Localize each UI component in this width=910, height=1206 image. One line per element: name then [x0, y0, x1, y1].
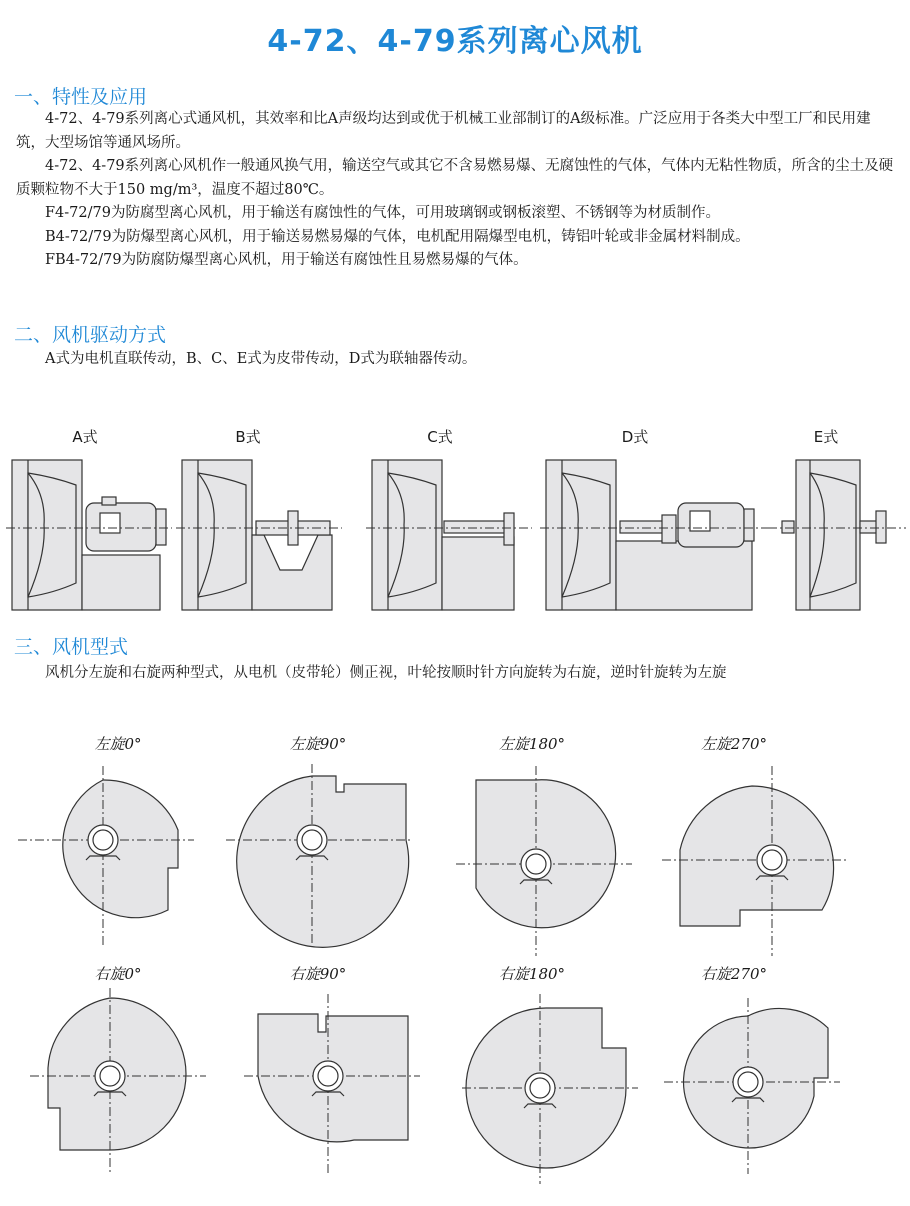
page-title: 4-72、4-79系列离心风机 — [267, 24, 643, 59]
section3-heading: 三、风机型式 — [14, 636, 129, 658]
drive-label-d: D式 — [621, 428, 649, 446]
rotation-label-left-90: 左旋90° — [289, 735, 347, 753]
housing-right-90 — [244, 990, 424, 1180]
section2-heading: 二、风机驱动方式 — [14, 324, 167, 346]
section2-text: A式为电机直联传动，B、C、E式为皮带传动，D式为联轴器传动。 — [45, 351, 477, 367]
drive-e-diagram — [768, 455, 908, 615]
rotation-label-right-270: 右旋270° — [700, 965, 768, 983]
housing-left-180 — [456, 760, 636, 960]
rotation-label-right-90: 右旋90° — [289, 965, 347, 983]
section1-paragraph: B4-72/79为防爆型离心风机，用于输送易燃易爆的气体，电机配用隔爆型电机，铸铝叶轮或非金属材料制成。 — [45, 228, 750, 245]
housing-right-270 — [664, 988, 844, 1178]
section3-body — [16, 662, 896, 686]
drive-c-diagram — [366, 455, 534, 615]
drive-d-diagram — [540, 455, 770, 615]
drive-label-b: B式 — [235, 428, 261, 446]
section2-body — [16, 348, 896, 372]
rotation-label-right-0: 右旋0° — [94, 965, 142, 983]
drive-label-c: C式 — [427, 428, 453, 446]
drive-a-diagram — [6, 455, 174, 615]
section1-body — [16, 108, 896, 273]
section1-paragraph: 4-72、4-79系列离心式通风机，其效率和比A声级均达到或优于机械工业部制订的A级标准。广泛应用于各类大中型工厂和民用建筑，大型场馆等通风场所。 — [16, 111, 871, 151]
housing-right-0 — [30, 988, 210, 1178]
housing-right-180 — [462, 988, 642, 1188]
rotation-label-left-270: 左旋270° — [700, 735, 768, 753]
housing-left-90 — [226, 760, 416, 950]
rotation-label-left-180: 左旋180° — [498, 735, 566, 753]
rotation-label-left-0: 左旋0° — [94, 735, 142, 753]
section1-paragraph: FB4-72/79为防腐防爆型离心风机，用于输送有腐蚀性且易燃易爆的气体。 — [45, 252, 528, 268]
section3-text: 风机分左旋和右旋两种型式，从电机（皮带轮）侧正视，叶轮按顺时针方向旋转为右旋，逆时针旋转为左旋 — [45, 665, 727, 681]
housing-left-270 — [662, 760, 852, 960]
drive-b-diagram — [176, 455, 344, 615]
section1-paragraph: F4-72/79为防腐型离心风机，用于输送有腐蚀性的气体，可用玻璃钢或钢板滚塑、不锈钢等为材质制作。 — [45, 205, 720, 221]
drive-label-e: E式 — [813, 428, 839, 446]
housing-left-0 — [18, 760, 198, 950]
rotation-label-right-180: 右旋180° — [498, 965, 566, 983]
drive-label-a: A式 — [72, 428, 98, 446]
section1-heading: 一、特性及应用 — [14, 86, 148, 108]
section1-paragraph: 4-72、4-79系列离心风机作一般通风换气用，输送空气或其它不含易燃易爆、无腐蚀性的气体，气体内无粘性物质，所含的尘土及硬质颗粒物不大于150 mg/m³，温度不超过80℃。 — [16, 158, 894, 198]
